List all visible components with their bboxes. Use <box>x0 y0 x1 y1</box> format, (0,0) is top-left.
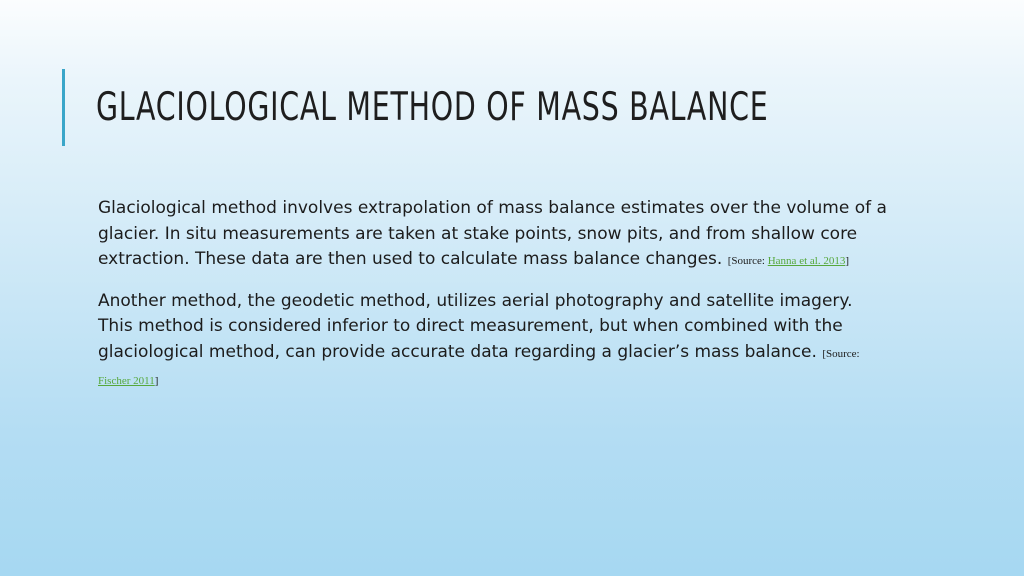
paragraph-text: Another method, the geodetic method, utilizes aerial photography and satellite imagery. This method is considered inferior to direct measurement, but when combined with the glaciological method, can provide accurate data regarding a glacier’s mass balance. <box>98 290 853 362</box>
paragraph-glaciological <box>98 196 888 275</box>
slide-title: GLACIOLOGICAL METHOD OF MASS BALANCE <box>96 85 769 130</box>
paragraph-text: Glaciological method involves extrapolation of mass balance estimates over the volume of a glacier. In situ measurements are taken at stake points, snow pits, and from shallow core extraction. These data are then used to calculate mass balance changes. <box>98 198 887 269</box>
slide-body <box>98 196 888 409</box>
paragraph-geodetic <box>98 289 888 395</box>
source-link-hanna[interactable]: Hanna et al. 2013 <box>767 255 846 267</box>
citation-suffix: ] <box>154 375 159 387</box>
citation-prefix: [Source: <box>822 347 860 360</box>
title-accent-bar <box>62 69 65 146</box>
citation-prefix: [Source: <box>727 255 768 267</box>
source-link-fischer[interactable]: Fischer 2011 <box>98 375 155 387</box>
source-citation <box>728 255 849 267</box>
citation-suffix: ] <box>845 255 849 267</box>
